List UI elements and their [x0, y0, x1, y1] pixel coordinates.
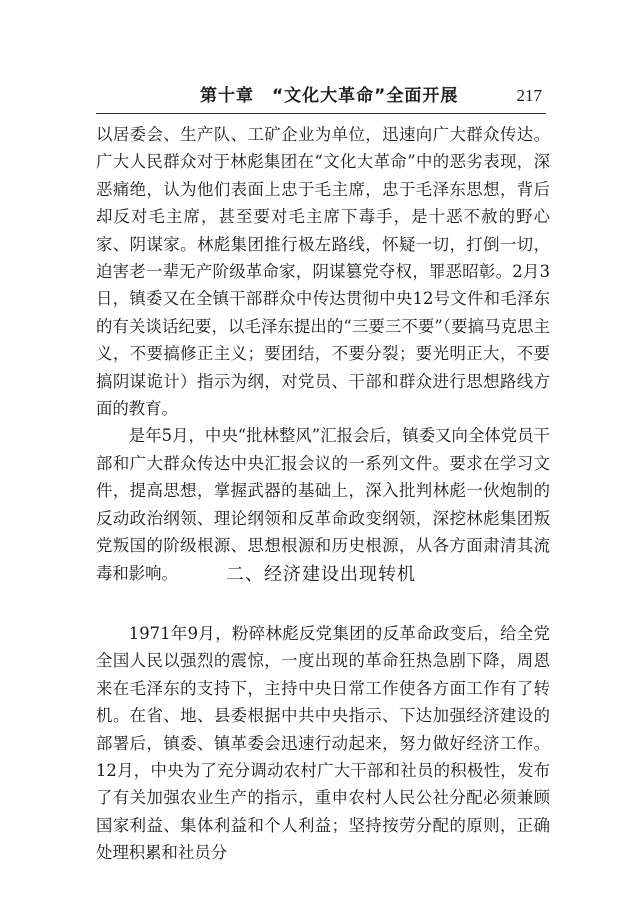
paragraph: 1971年9月，粉碎林彪反党集团的反革命政变后，给全党全国人民以强烈的震惊，一度出现的革命狂热急剧下降，周恩来在毛泽东的支持下，主持中央日常工作使各方面工作有了转机。在省、地、县委根据中共中央指示、下达加强经济建设的部署后，镇委、镇革委会迅速行动起来，努力做好经济工作。12月，中央为了充分调动农村广大干部和社员的积极性，发布了有关加强农业生产的指示，重申农村人民公社分配必须兼顾国家利益、集体利益和个人利益；坚持按劳分配的原则，正确处理积累和社员分: [96, 624, 550, 863]
body-text-bottom: [96, 620, 550, 867]
body-text-top: [96, 121, 550, 587]
chapter-title: 第十章 “文化大革命”全面开展: [200, 86, 459, 106]
header-divider: [96, 113, 546, 114]
page-number: 217: [516, 86, 542, 105]
paragraph: 是年5月，中央“批林整风”汇报会后，镇委又向全体党员干部和广大群众传达中央汇报会议的一系列文件。要求在学习文件，提高思想，掌握武器的基础上，深入批判林彪一伙炮制的反动政治纲领、理论纲领和反革命政变纲领，深挖林彪集团叛党叛国的阶级根源、思想根源和历史根源，从各方面肃清其流毒和影响。: [96, 426, 550, 583]
paragraph-continuation: 以居委会、生产队、工矿企业为单位，迅速向广大群众传达。广大人民群众对于林彪集团在“文化大革命”中的恶劣表现，深恶痛绝，认为他们表面上忠于毛主席，忠于毛泽东思想，背后却反对毛主席，甚至要对毛主席下毒手，是十恶不赦的野心家、阴谋家。林彪集团推行极左路线，怀疑一切，打倒一切，迫害老一辈无产阶级革命家，阴谋篡党夺权，罪恶昭彰。2月3日，镇委又在全镇干部群众中传达贯彻中央12号文件和毛泽东的有关谈话纪要，以毛泽东提出的“三要三不要”（要搞马克思主义，不要搞修正主义；要团结，不要分裂；要光明正大，不要搞阴谋诡计）指示为纲，对党员、干部和群众进行思想路线方面的教育。: [96, 125, 550, 419]
running-header: [96, 83, 546, 109]
section-heading: 二、经济建设出现转机: [226, 564, 416, 585]
